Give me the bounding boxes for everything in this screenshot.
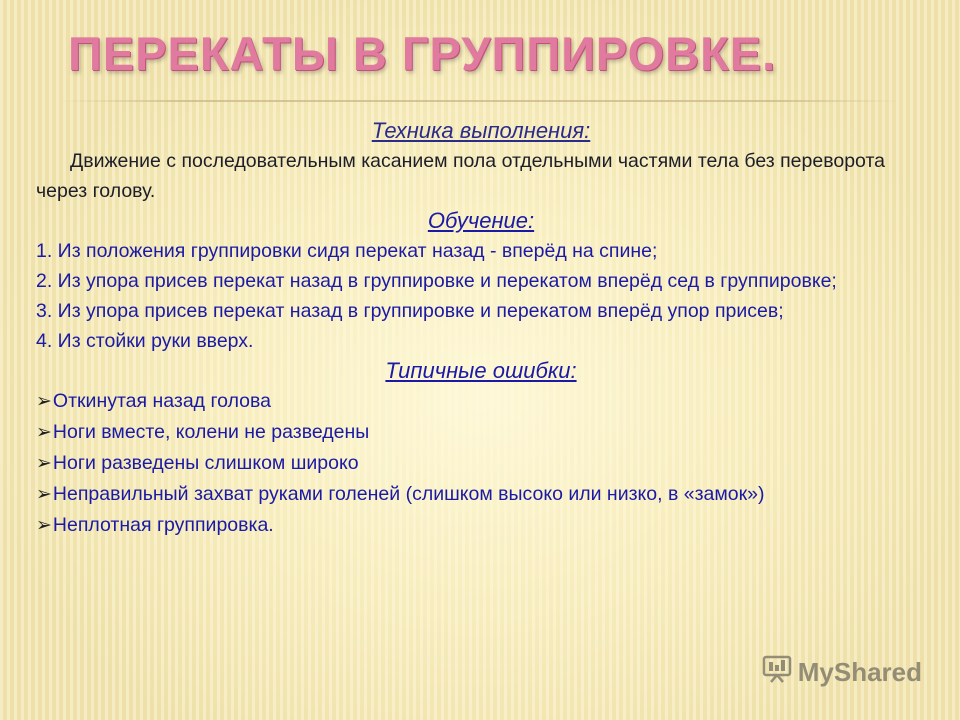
error-item — [36, 479, 926, 510]
error-text: Ноги вместе, колени не разведены — [52, 421, 370, 443]
errors-heading: Типичные ошибки: — [385, 358, 577, 383]
technique-text: Движение с последовательным касанием пола отдельными частями тела без переворота через голову. — [36, 150, 886, 202]
error-item — [36, 417, 926, 448]
arrowhead-check-icon: ➢ — [36, 391, 52, 412]
watermark-text: MyShared — [797, 657, 922, 687]
error-item — [36, 510, 926, 541]
training-item: 1. Из положения группировки сидя перекат назад - вперёд на спине; — [36, 240, 658, 262]
training-item: 3. Из упора присев перекат назад в группировке и перекатом вперёд упор присев; — [36, 300, 784, 322]
error-text: Неправильный захват руками голеней (слишком высоко или низко, в «замок») — [52, 483, 765, 505]
arrowhead-check-icon: ➢ — [36, 484, 52, 505]
error-text: Откинутая назад голова — [52, 390, 272, 412]
error-item — [36, 386, 926, 417]
training-item: 2. Из упора присев перекат назад в группировке и перекатом вперёд сед в группировке; — [36, 270, 837, 292]
arrowhead-check-icon: ➢ — [36, 515, 52, 536]
presentation-board-icon — [762, 655, 792, 690]
watermark-logo — [762, 655, 922, 690]
technique-heading: Техника выполнения: — [371, 118, 591, 143]
arrowhead-check-icon: ➢ — [36, 422, 52, 443]
arrowhead-check-icon: ➢ — [36, 453, 52, 474]
slide-body — [36, 116, 926, 541]
training-item: 4. Из стойки руки вверх. — [36, 330, 254, 352]
error-text: Ноги разведены слишком широко — [52, 452, 359, 474]
training-heading: Обучение: — [427, 208, 535, 233]
title-divider — [60, 100, 900, 102]
slide-title: ПЕРЕКАТЫ В ГРУППИРОВКЕ. — [68, 27, 777, 80]
error-item — [36, 448, 926, 479]
error-text: Неплотная группировка. — [52, 514, 274, 536]
